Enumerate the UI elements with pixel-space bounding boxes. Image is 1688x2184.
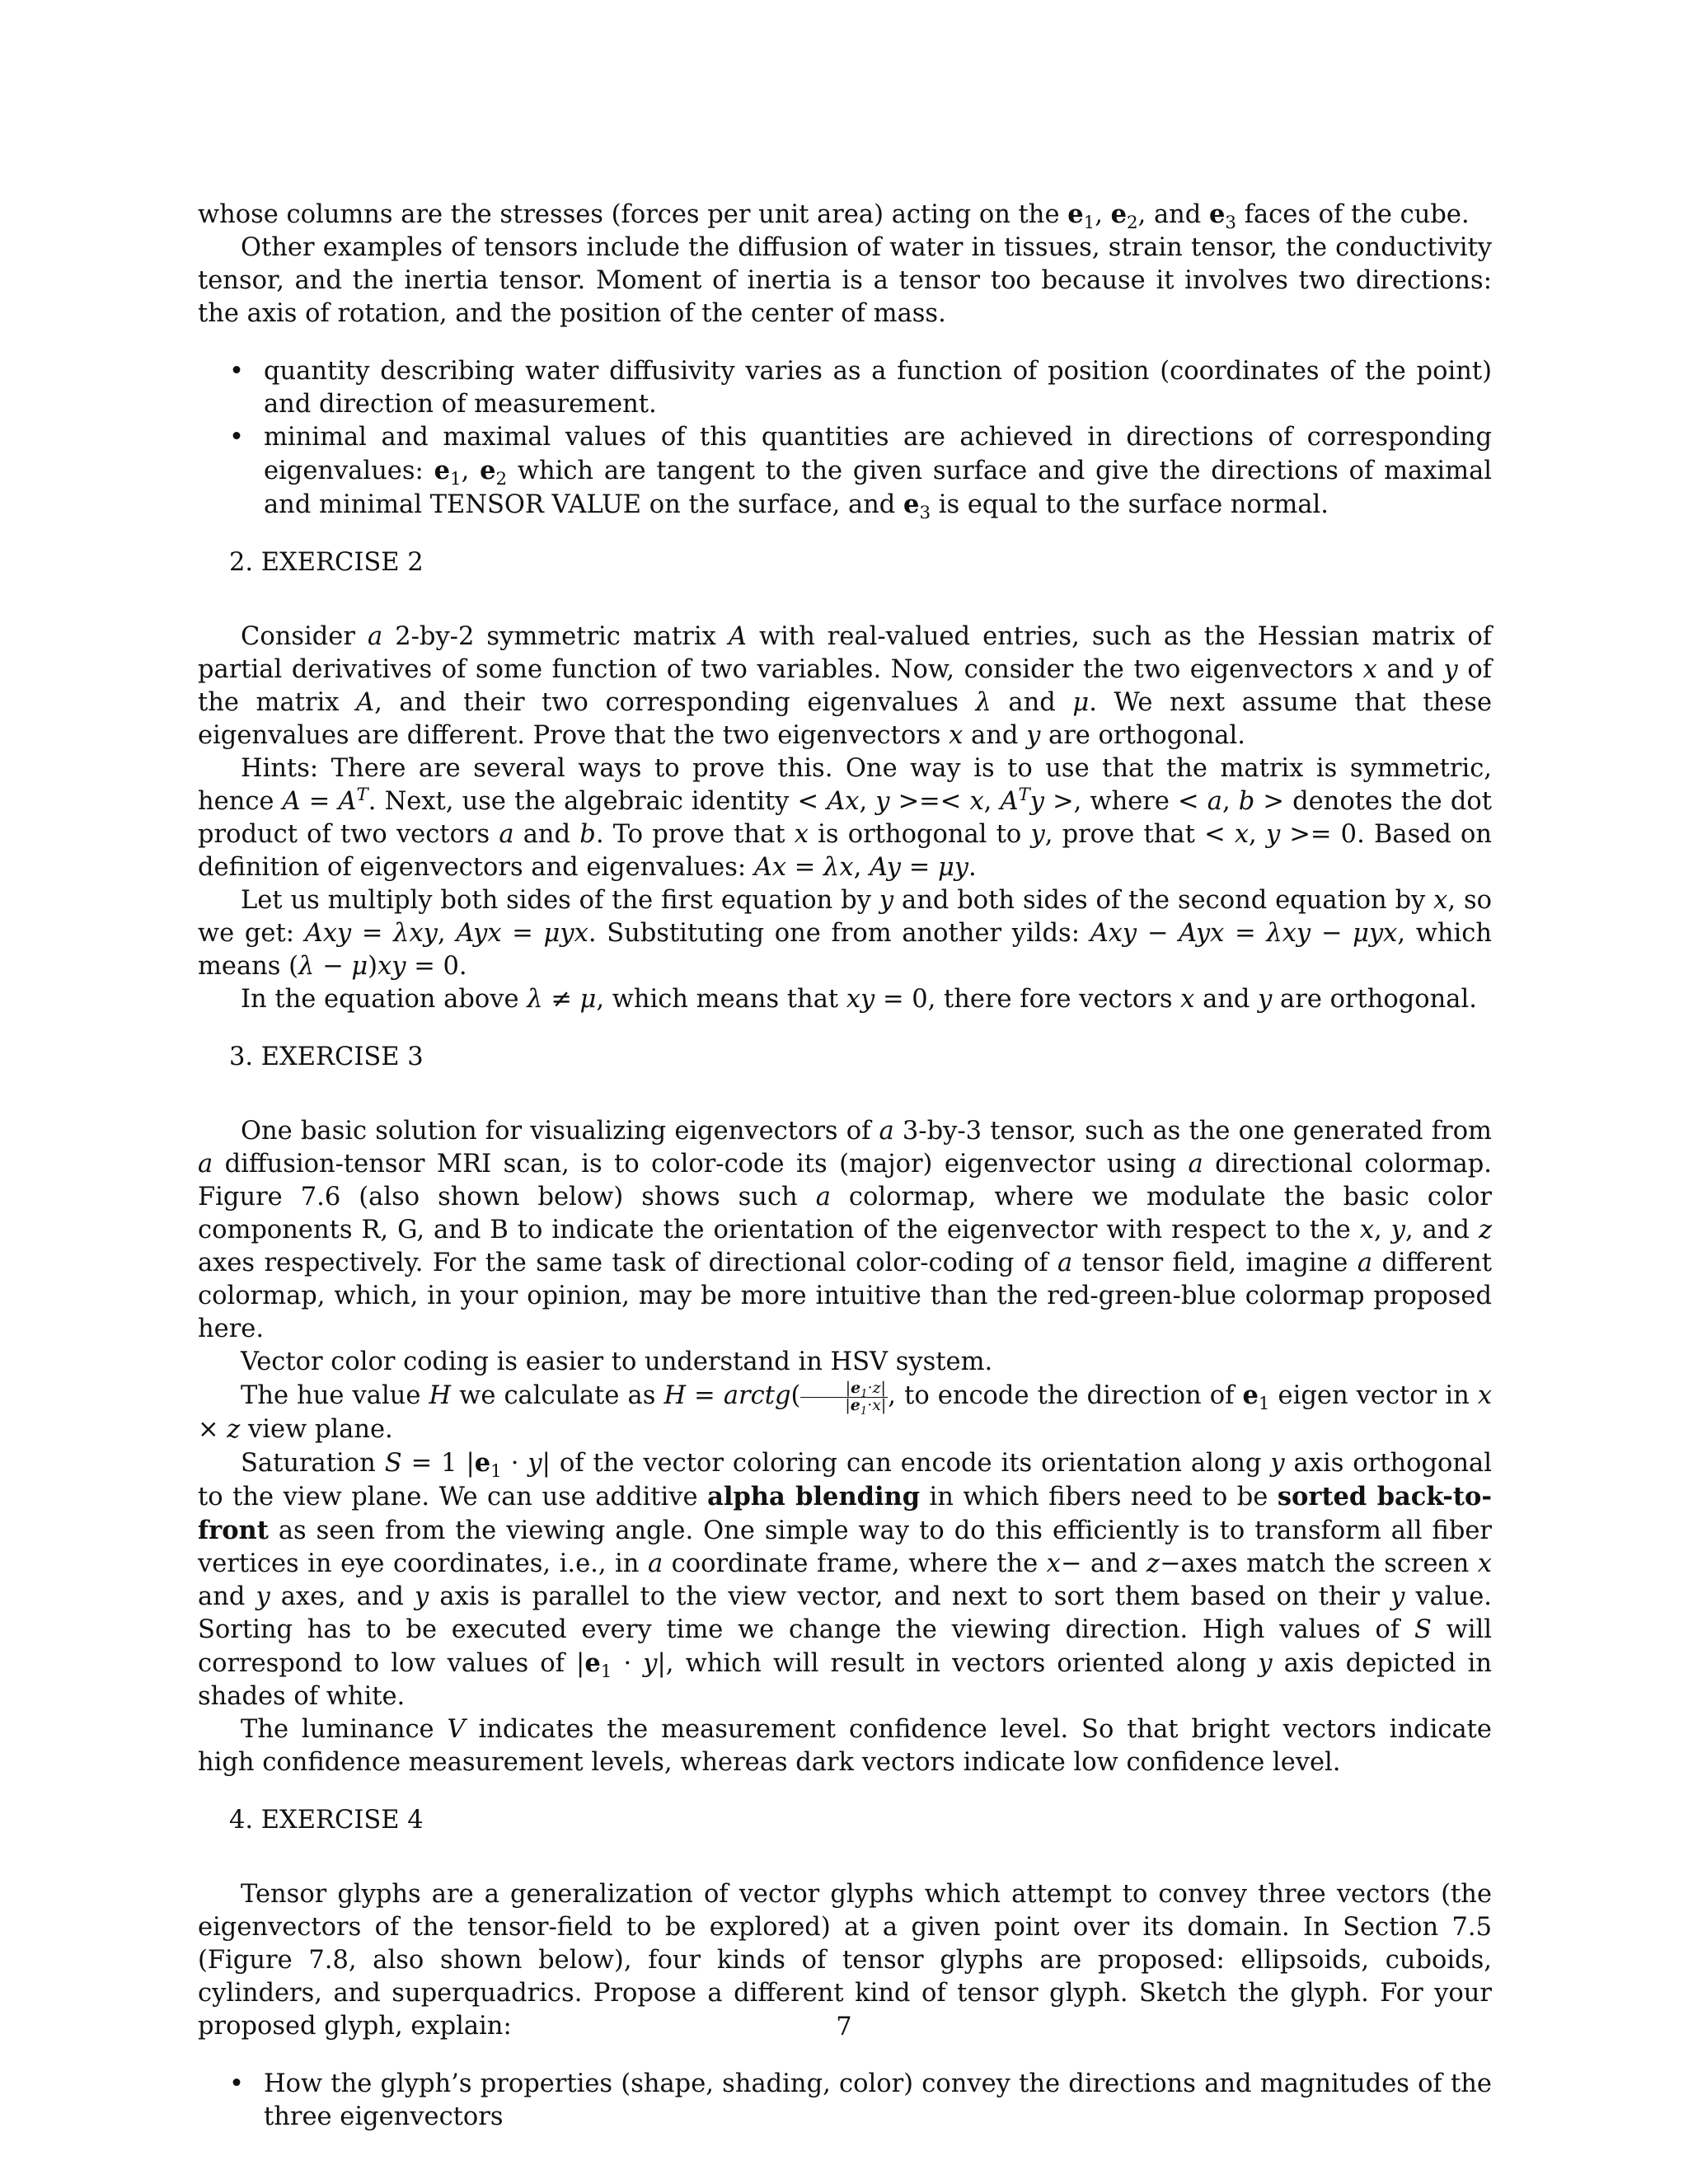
exercise-2-heading: 2. EXERCISE 2: [229, 548, 424, 577]
exercise-4-paragraph-1: Tensor glyphs are a generalization of vector glyphs which attempt to convey three vectors (the eigenvectors of the tensor-field to be explored) at a given point over its domain. In Section 7.5 (Figure 7.8, also shown below), four kinds of tensor glyphs are proposed: ellipsoids, cuboids, cylinders, and superquadrics. Propose a different kind of tensor glyph. Sketch the glyph. For your proposed glyph, explain:: [198, 1880, 1492, 2041]
page-body: [198, 198, 1492, 2134]
exercise-3-paragraph-4: Saturation S = 1 $|e_1 \cdot y|$ of the vector coloring can encode its orientation along y axis orthogonal to the view plane. We can use additive alpha blending in which fibers need to be sorted back-to-front as seen from the viewing angle. One simple way to do this efficiently is to transform all fiber vertices in eye coordinates, i.e., in a coordinate frame, where the x− and z−axes match the screen x and y axes, and y axis is parallel to the view vector, and next to sort them based on their y value. Sorting has to be executed every time we change the viewing direction. High values of S will correspond to low values of $|e_1 \cdot y|$, which will result in vectors oriented along y axis depicted in shades of white.: [198, 1448, 1493, 1712]
intro-bullet-list: [198, 355, 1492, 522]
exercise-3-heading: 3. EXERCISE 3: [229, 1043, 424, 1071]
exercise-2-paragraph-1: Consider a 2-by-2 symmetric matrix A with real-valued entries, such as the Hessian matrix of partial derivatives of some function of two variables. Now, consider the two eigenvectors x and y of the matrix A, and their two corresponding eigenvalues λ and μ. We next assume that these eigenvalues are different. Prove that the two eigenvectors x and y are orthogonal.: [198, 622, 1492, 750]
page-number: 7: [836, 2013, 852, 2041]
exercise-4-bullet-list: [198, 2068, 1492, 2134]
paragraph-intro-0: whose columns are the stresses (forces per unit area) acting on the $e_1$, $e_2$, and $e_3$ faces of the cube.: [198, 199, 1470, 234]
exercise-3-paragraph-1: One basic solution for visualizing eigenvectors of a 3-by-3 tensor, such as the one generated from a diffusion-tensor MRI scan, is to color-code its (major) eigenvector using a directional colormap. Figure 7.6 (also shown below) shows such a colormap, where we modulate the basic color components R, G, and B to indicate the orientation of the eigenvector with respect to the x, y, and z axes respectively. For the same task of directional color-coding of a tensor field, imagine a different colormap, which, in your opinion, may be more intuitive than the red-green-blue colormap proposed here.: [198, 1117, 1493, 1343]
exercise-3-paragraph-2: Vector color coding is easier to understand in HSV system.: [241, 1347, 993, 1376]
exercise-2-paragraph-4: In the equation above λ ≠ μ, which means that xy = 0, there fore vectors x and y are orthogonal.: [241, 985, 1477, 1014]
intro-bullet-1: • quantity describing water diffusivity varies as a function of position (coordinates of the point) and direction of measurement.: [264, 355, 1492, 421]
exercise-2-paragraph-2: Hints: There are several ways to prove this. One way is to use that the matrix is symmetric, hence $A = A^T$. Next, use the algebraic identity < Ax, y >=< x, $A^Ty$ >, where < a, b > denotes the dot product of two vectors a and b. To prove that x is orthogonal to y, prove that < x, y >= 0. Based on definition of eigenvectors and eigenvalues: Ax = λx, Ay = μy.: [198, 754, 1493, 882]
paragraph-intro-1: Other examples of tensors include the diffusion of water in tissues, strain tensor, the conductivity tensor, and the inertia tensor. Moment of inertia is a tensor too because it involves two directions: the axis of rotation, and the position of the center of mass.: [198, 233, 1492, 328]
intro-bullet-2: • minimal and maximal values of this quantities are achieved in directions of corresponding eigenvalues: $e_1$, $e_2$ which are tangent to the given surface and give the directions of maximal and minimal TENSOR VALUE on the surface, and $e_3$ is equal to the surface normal.: [264, 421, 1492, 522]
exercise-3-paragraph-5: The luminance V indicates the measurement confidence level. So that bright vectors indicate high confidence measurement levels, whereas dark vectors indicate low confidence level.: [198, 1715, 1492, 1778]
exercise-4-heading: 4. EXERCISE 4: [229, 1806, 424, 1835]
exercise-3-paragraph-3: The hue value H we calculate as H = arctg( $\frac{|e_1\cdot z|}{|e_1\cdot x|}$ , to encode the direction of $e_1$ eigen vector in x × z view plane.: [198, 1378, 1493, 1445]
exercise-4-bullet-1: • How the glyph’s properties (shape, shading, color) convey the directions and magnitudes of the three eigenvectors: [264, 2068, 1492, 2134]
exercise-2-paragraph-3: Let us multiply both sides of the first equation by y and both sides of the second equation by x, so we get: Axy = λxy, Ayx = μyx. Substituting one from another yilds: Axy − Ayx = λxy − μyx, which means (λ − μ)xy = 0.: [198, 886, 1493, 981]
